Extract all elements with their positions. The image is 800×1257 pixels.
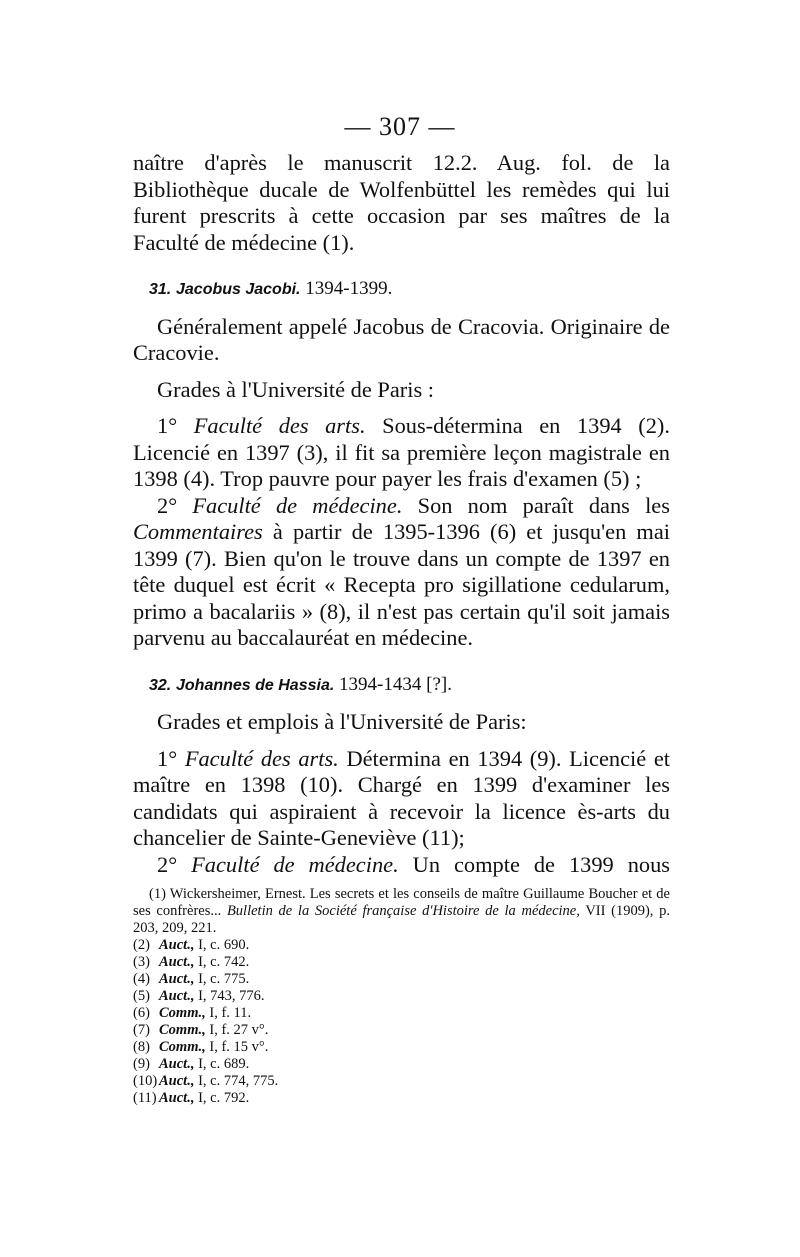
footnotes — [133, 886, 670, 1107]
medicine-text: Un compte de 1399 nous — [412, 851, 670, 877]
footnote-abbr: Auct., — [159, 1073, 195, 1089]
footnote-number: (10) — [133, 1073, 158, 1089]
item-prefix: 1° — [157, 413, 178, 438]
entry-31-heading — [133, 276, 670, 304]
footnote-item — [133, 1005, 670, 1022]
footnote-item — [133, 1090, 670, 1107]
footnote-abbr: Auct., — [159, 971, 195, 987]
footnote-number: (7) — [133, 1022, 150, 1038]
entry-32-medicine — [133, 852, 670, 879]
footnote-abbr: Comm., — [159, 1022, 206, 1038]
footnote-abbr: Comm., — [159, 1005, 206, 1021]
footnote-abbr: Auct., — [159, 954, 195, 970]
footnote-ref: I, f. 15 v°. — [205, 1039, 269, 1055]
medicine-text-cont: à partir de 1395-1396 (6) et jusqu'en mai 1399 (7). Bien qu'on le trouve dans un compte de 1397 en tête duquel est écrit « Recepta pro sigillatione cedularum, primo a bacalariis » (8), il n'est pas certain qu'il soit jamais parvenu au baccalauréat en médecine. — [133, 519, 670, 650]
intro-paragraph: naître d'après le manuscrit 12.2. Aug. fol. de la Bibliothèque ducale de Wolfenbüttel les remèdes qui lui furent prescrits à cette occasion par ses maîtres de la Faculté de médecine (1). — [133, 150, 670, 255]
footnote-number: (11) — [133, 1090, 157, 1106]
footnote-ref: I, c. 775. — [194, 971, 250, 987]
footnote-item — [133, 937, 670, 954]
footnote-abbr: Auct., — [159, 937, 195, 953]
medicine-text: Son nom paraît dans les — [417, 492, 670, 518]
faculty-label: Faculté de médecine. — [192, 492, 403, 518]
footnote-ref: I, c. 690. — [194, 937, 250, 953]
footnote-ref: I, f. 11. — [205, 1005, 252, 1021]
entry-dates: 1394-1399. — [305, 278, 393, 299]
entry-31-medicine — [133, 493, 670, 652]
main-text — [133, 150, 670, 878]
footnote-abbr: Comm., — [159, 1039, 206, 1055]
footnote-ref: I, c. 742. — [194, 954, 250, 970]
footnote-ref: I, c. 774, 775. — [194, 1073, 279, 1089]
footnote-number: (6) — [133, 1005, 150, 1021]
footnote-number: (2) — [133, 937, 150, 953]
entry-name: Jacobus Jacobi. — [176, 281, 301, 298]
footnote-text-cont: VII (1909), p. 203, 209, 221. — [133, 903, 670, 936]
footnote-1 — [133, 886, 670, 937]
item-prefix: 2° — [157, 851, 178, 877]
footnote-number: (4) — [133, 971, 150, 987]
footnote-abbr: Auct., — [159, 1056, 195, 1072]
footnote-item — [133, 1022, 670, 1039]
item-prefix: 2° — [157, 492, 178, 518]
footnote-item — [133, 1073, 670, 1090]
commentaires-title: Commentaires — [133, 519, 263, 544]
footnote-list — [133, 937, 670, 1107]
entry-31-grades: Grades à l'Université de Paris : — [157, 376, 434, 402]
footnote-title: Bulletin de la Société française d'Histoire de la médecine, — [226, 903, 580, 919]
entry-32-arts — [133, 746, 670, 852]
footnote-ref: I, c. 792. — [194, 1090, 250, 1106]
footnote-item — [133, 954, 670, 971]
footnote-item — [133, 1039, 670, 1056]
entry-name: Johannes de Hassia. — [176, 676, 335, 694]
footnote-ref: I, f. 27 v°. — [205, 1022, 269, 1038]
entry-number: 31. — [149, 281, 172, 298]
faculty-label: Faculté des arts. — [184, 745, 339, 771]
entry-32-heading — [133, 672, 670, 700]
footnote-abbr: Auct., — [159, 988, 195, 1004]
faculty-label: Faculté des arts. — [193, 413, 366, 438]
footnote-ref: I, 743, 776. — [194, 988, 265, 1004]
footnote-item — [133, 1056, 670, 1073]
footnote-item — [133, 971, 670, 988]
arts-text: Sous-détermina en 1394 (2). Licencié en 1397 (3), il fit sa première leçon magistrale en 1398 (4). Trop pauvre pour payer les frais d'examen (5) ; — [133, 413, 670, 491]
entry-31-arts — [133, 413, 670, 493]
footnote-number: (8) — [133, 1039, 150, 1055]
footnote-number: (9) — [133, 1056, 150, 1072]
entry-32-grades: Grades et emplois à l'Université de Paris: — [157, 709, 527, 734]
footnote-number: (5) — [133, 988, 150, 1004]
footnote-number: (3) — [133, 954, 150, 970]
footnote-text: Wickersheimer, Ernest. Les secrets et les conseils de maître Guillaume Boucher et de ses confrères... — [133, 886, 670, 919]
footnote-number: (1) — [149, 886, 166, 902]
entry-31-intro: Généralement appelé Jacobus de Cracovia. Originaire de Cracovie. — [133, 313, 670, 365]
faculty-label: Faculté de médecine. — [191, 851, 399, 877]
entry-dates: 1394-1434 [?]. — [339, 673, 452, 695]
arts-text: Détermina en 1394 (9). Licencié et maître en 1398 (10). Chargé en 1399 d'examiner les candidats qui aspiraient à recevoir la licence ès-arts du chancelier de Sainte-Geneviève (11); — [133, 745, 670, 850]
item-prefix: 1° — [157, 745, 178, 771]
footnote-item — [133, 988, 670, 1005]
page-number: — 307 — — [344, 112, 456, 141]
footnote-ref: I, c. 689. — [194, 1056, 250, 1072]
footnote-abbr: Auct., — [159, 1090, 195, 1106]
entry-number: 32. — [149, 676, 172, 694]
